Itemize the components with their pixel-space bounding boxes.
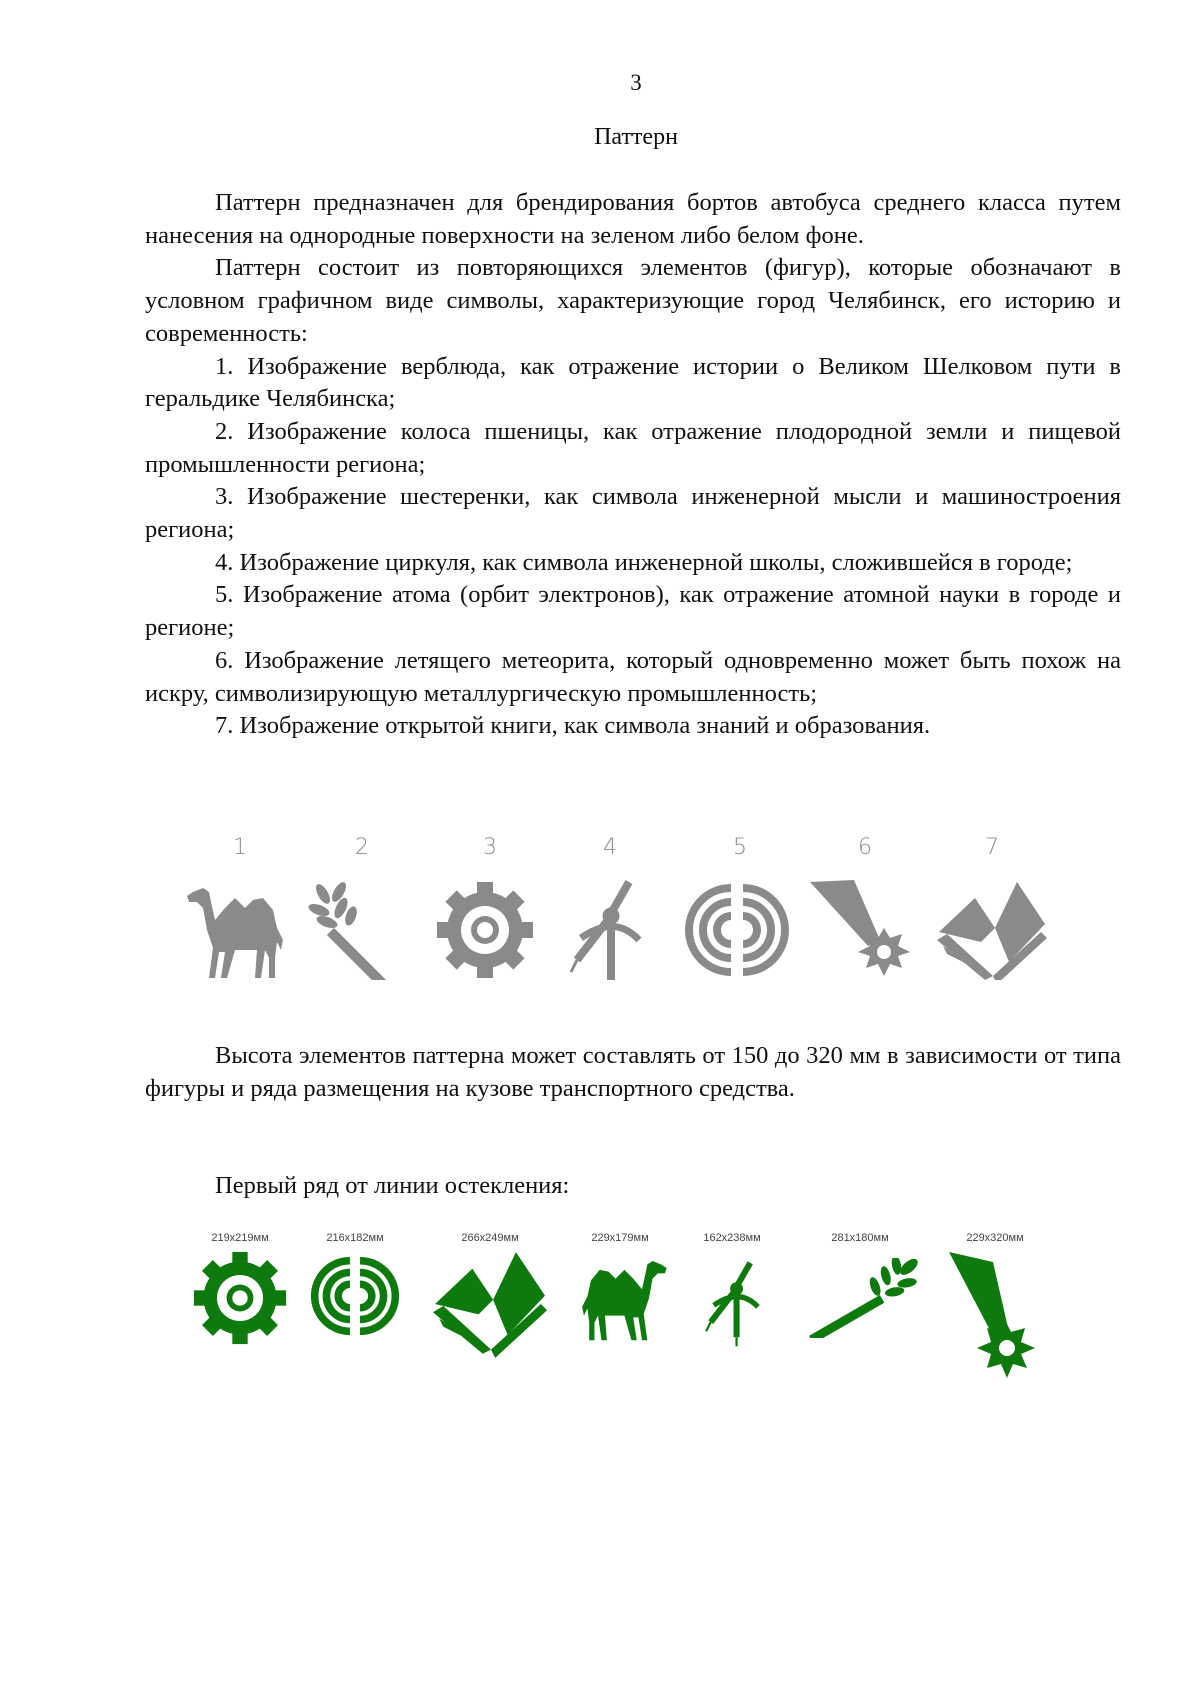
list-item: 6. Изображение летящего метеорита, который одновременно может быть похож на искру, символизирующую металлургическую промышленность; [145,646,1121,707]
gray-icon-1 [180,835,300,1015]
book-icon [432,1250,548,1360]
section-title: Паттерн [594,124,678,150]
gear-icon [435,880,545,980]
green-icon-5 [687,1232,777,1432]
green-icon-4 [565,1232,675,1432]
camel-icon [185,880,295,980]
wheat-icon [800,1258,920,1338]
wheat-icon [307,880,417,980]
camel-icon [568,1254,672,1342]
icon-number: 1 [233,835,247,860]
height-text [145,1040,1121,1105]
list-item: 5. Изображение атома (орбит электронов), как отражение атомной науки в городе и регионе; [145,581,1121,642]
green-icon-row [190,1232,1130,1432]
book-icon [937,880,1047,980]
atom-icon [685,880,795,980]
atom-icon [307,1254,403,1338]
body-text [145,187,1121,743]
icon-number: 4 [603,835,617,860]
list-item: 1. Изображение верблюда, как отражение истории о Великом Шелковом пути в геральдике Челябинска; [145,352,1121,413]
paragraph: Высота элементов паттерна может составлять от 150 до 320 мм в зависимости от типа фигуры и ряда размещения на кузове транспортного средства. [145,1042,1121,1102]
gray-icon-3 [430,835,550,1015]
dimension-label: 162x238мм [703,1232,761,1244]
page-number: 3 [630,70,642,95]
gray-icon-6 [805,835,925,1015]
dimension-label: 281x180мм [831,1232,889,1244]
green-icon-7 [940,1232,1050,1432]
icon-number: 7 [985,835,999,860]
icon-number: 5 [733,835,747,860]
dimension-label: 229x179мм [591,1232,649,1244]
gray-icon-5 [680,835,800,1015]
meteor-icon [810,880,920,980]
list-item: 2. Изображение колоса пшеницы, как отражение плодородной земли и пищевой промышленности региона; [145,417,1121,478]
icon-number: 3 [483,835,497,860]
list-item: 4. Изображение циркуля, как символа инженерной школы, сложившейся в городе; [215,548,1073,576]
gear-icon [192,1250,288,1346]
gray-icon-7 [932,835,1052,1015]
paragraph: Паттерн предназначен для брендирования бортов автобуса среднего класса путем нанесения на однородные поверхности на зеленом либо белом фоне. [145,189,1121,249]
meteor-icon [945,1250,1045,1400]
icon-number: 2 [355,835,369,860]
compass-icon [694,1250,770,1360]
dimension-label: 219x219мм [211,1232,269,1244]
dimension-label: 266x249мм [461,1232,519,1244]
green-icon-3 [430,1232,550,1432]
green-icon-1 [190,1232,290,1432]
icon-number: 6 [858,835,872,860]
dimension-label: 229x320мм [966,1232,1024,1244]
compass-icon [555,880,665,980]
paragraph: Паттерн состоит из повторяющихся элементов (фигур), которые обозначают в условном графичном виде символы, характеризующие город Челябинск, его историю и современность: [145,254,1121,347]
dimension-label: 216x182мм [326,1232,384,1244]
first-row-label: Первый ряд от линии остекления: [215,1172,570,1199]
list-item: 3. Изображение шестеренки, как символа инженерной мысли и машиностроения региона; [145,483,1121,544]
green-icon-2 [305,1232,405,1432]
list-item: 7. Изображение открытой книги, как символа знаний и образования. [215,712,931,740]
gray-icon-2 [302,835,422,1015]
green-icon-6 [795,1232,925,1432]
gray-icon-row [180,835,1070,1015]
gray-icon-4 [550,835,670,1015]
